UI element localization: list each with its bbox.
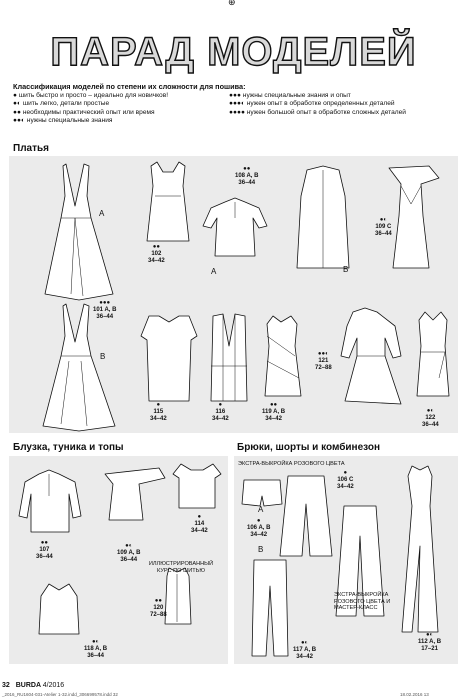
trousers-106c-sketch (280, 476, 332, 556)
dress-119-sketch (265, 316, 301, 396)
print-slug-left: _2016_RU1604-031-Atelier 1-32.indd_306699578.indd 32 (2, 692, 118, 697)
model-label-112: ●◐ 112 A, B 17–21 (418, 632, 442, 652)
page-footer (2, 682, 64, 689)
model-label-119: ●● 119 A, B 34–42 (262, 402, 286, 422)
model-label-118: ●◐ 118 A, B 36–44 (84, 639, 108, 659)
legend-item: ●●●● нужен большой опыт в обработке сложных деталей (229, 108, 406, 116)
model-label-117: ●◐ 117 A, B 34–42 (293, 640, 317, 660)
model-label-122: ●◐ 122 36–44 (422, 408, 439, 428)
dress-121-sketch (341, 308, 401, 404)
dress-108b-sketch (297, 166, 349, 268)
variant-letter-b: B (100, 352, 106, 361)
variant-letter-b: B (343, 265, 349, 274)
model-label-115: ● 115 34–42 (150, 402, 167, 422)
note-course: ИЛЛЮСТРИРОВАННЫЙ КУРС ПО ШИТЬЮ (148, 561, 214, 574)
legend-item: ●●●◐ нужен опыт в обработке определенных деталей (229, 100, 395, 108)
model-label-114: ● 114 34–42 (191, 514, 208, 534)
variant-letter-a: A (258, 505, 264, 514)
blouse-107-sketch (19, 470, 81, 532)
model-label-107: ●● 107 36–44 (36, 540, 53, 560)
dress-115-sketch (141, 316, 197, 401)
model-label-109ab: ●◐ 109 A, B 36–44 (117, 543, 141, 563)
variant-letter-a: A (99, 209, 105, 218)
section-title-trousers: Брюки, шорты и комбинезон (237, 442, 381, 453)
legend-left (13, 92, 168, 125)
dress-122-sketch (417, 312, 449, 396)
page-number: 32 (2, 682, 10, 689)
magazine-name: BURDA (15, 682, 41, 689)
legend-item: ● шить быстро и просто – идеально для новичков! (13, 92, 169, 99)
dress-109c-sketch (389, 166, 439, 268)
dress-108a-sketch (203, 198, 267, 256)
dress-116-sketch (211, 314, 247, 401)
top-120-sketch (165, 568, 191, 624)
section-title-dresses: Платья (13, 143, 49, 154)
issue-number: 4/2016 (42, 682, 65, 689)
dress-102-sketch (147, 162, 189, 241)
dress-101b-sketch (43, 304, 115, 431)
model-label-116: ● 116 34–42 (212, 402, 229, 422)
variant-letter-b: B (258, 545, 264, 554)
dress-101a-sketch (45, 164, 113, 300)
page-title: ПАРАД МОДЕЛЕЙ (50, 30, 417, 74)
shorts-106ab-sketch (242, 480, 282, 506)
model-label-120: ●● 120 72–88 (150, 598, 167, 618)
top-118-sketch (39, 584, 79, 634)
variant-letter-a: A (211, 267, 217, 276)
top-114-sketch (173, 464, 221, 508)
legend-item: ●● необходимы практический опыт или время (13, 108, 155, 116)
top-109-sketch (105, 468, 165, 520)
dresses-illustrations (9, 156, 458, 433)
model-label-101: ●●● 101 A, B 36–44 (93, 300, 117, 320)
note-pink-pattern-mc: ЭКСТРА-ВЫКРОЙКА РОЗОВОГО ЦВЕТА И МАСТЕР-КЛАСС (334, 592, 391, 612)
legend-item: ●◐ шить легко, детали простые (13, 100, 110, 108)
model-label-108: ●● 108 A, B 36–44 (235, 166, 259, 186)
section-title-blouses: Блузка, туника и топы (13, 442, 124, 453)
model-label-102: ●● 102 34–42 (148, 244, 165, 264)
model-label-106ab: ● 106 A, B 34–42 (247, 518, 271, 538)
legend-title: Классификация моделей по степени их сложности для пошива: (13, 82, 246, 91)
model-label-106c: ● 106 C 34–42 (337, 470, 354, 490)
model-label-109c: ●◐ 109 C 36–44 (375, 217, 392, 237)
trousers-117-sketch (252, 560, 288, 656)
legend-item: ●●◐ нужны специальные знания (13, 116, 113, 124)
note-pink-pattern: ЭКСТРА-ВЫКРОЙКА РОЗОВОГО ЦВЕТА (238, 461, 345, 467)
print-slug-right: 18.02.2016 13 (400, 692, 429, 697)
legend-right (229, 92, 406, 117)
legend-item: ●●● нужны специальные знания и опыт (229, 92, 351, 99)
model-label-121: ●●◐ 121 72–88 (315, 351, 332, 371)
registration-mark-icon: ⊕ (228, 0, 236, 7)
